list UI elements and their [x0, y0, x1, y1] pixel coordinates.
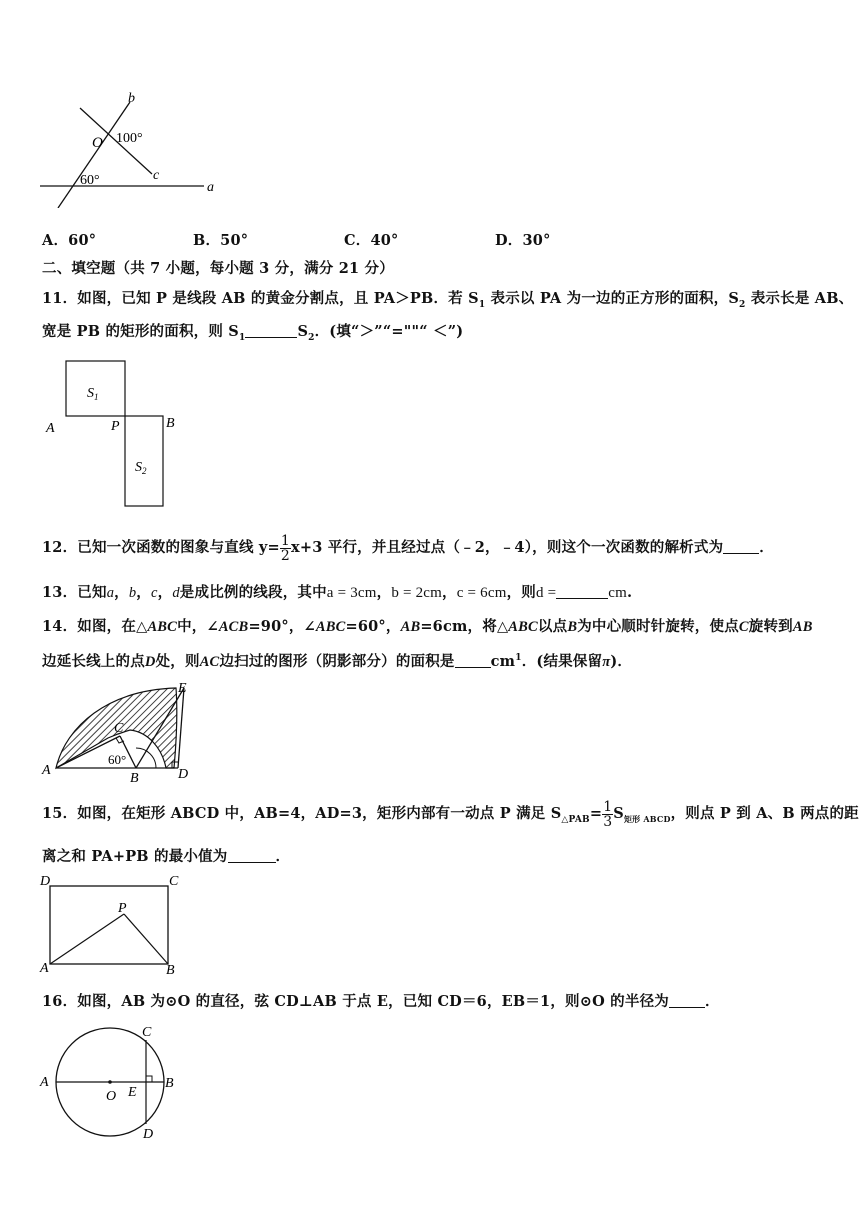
center-dot	[108, 1080, 112, 1084]
label-s2: $S_2$	[135, 460, 147, 476]
q14-line1: 14．如图，在△ABC中，∠ACB=90°，∠ABC=60°，AB=6cm，将△ABC以点B为中心顺时针旋转，使点C旋转到AB	[42, 618, 813, 635]
q16-text: 16．如图，AB 为⊙O 的直径，弦 CD⊥AB 于点 E，已知 CD＝6，EB＝1，则⊙O 的半径为 ．	[42, 993, 720, 1010]
label-p: P	[118, 901, 127, 916]
q16-figure	[36, 1018, 186, 1146]
q11-line2: 宽是 PB 的矩形的面积，则 $S_1$ $S_2$．(填“＞”“=""“ ＜”)	[42, 323, 464, 343]
q13-text: 13．已知a，b，c，d是成比例的线段，其中a = 3cm，b = 2cm，c = 6cm，则d = cm.	[42, 584, 633, 601]
q15-figure	[36, 870, 186, 978]
label-e: E	[128, 1085, 137, 1100]
q15-line2: 离之和 PA+PB 的最小值为 ．	[42, 848, 291, 865]
fraction-half: $\frac{1}{2}$	[280, 532, 291, 564]
label-a: A	[40, 961, 49, 976]
q11-figure	[40, 355, 190, 510]
label-e: E	[178, 681, 187, 696]
q10-figure	[36, 88, 226, 208]
answer-blank[interactable]	[556, 584, 608, 599]
answer-blank[interactable]	[455, 653, 491, 668]
answer-blank[interactable]	[228, 848, 276, 863]
line-b	[58, 102, 130, 208]
label-c: C	[169, 874, 179, 889]
label-b: B	[165, 1076, 174, 1091]
q10-option-c: C．40°	[344, 232, 399, 249]
segment-de	[178, 688, 184, 768]
label-s1: $S_1$	[87, 386, 99, 402]
label-a: a	[207, 180, 214, 195]
angle-arc	[136, 748, 156, 768]
label-a: A	[46, 421, 55, 436]
label-c: C	[114, 721, 124, 736]
q10-option-a: A．60°	[42, 232, 97, 249]
label-p: P	[111, 419, 120, 434]
q14-line2: 边延长线上的点D处，则AC边扫过的图形（阴影部分）的面积是 $cm^1$．(结果保留π)．	[42, 653, 633, 670]
q10-option-b: B．50°	[193, 232, 249, 249]
label-b: B	[166, 416, 175, 431]
section-heading: 二、填空题（共 7 小题，每小题 3 分，满分 21 分）	[42, 260, 394, 277]
label-b: B	[130, 771, 139, 784]
square-s1	[66, 361, 125, 416]
fraction-third: $\frac{1}{3}$	[603, 798, 613, 830]
answer-blank[interactable]	[669, 993, 705, 1008]
q11-line1: 11．如图，已知 P 是线段 AB 的黄金分割点，且 PA＞PB．若 $S_1$ 表示以 PA 为一边的正方形的面积，$S_2$ 表示长是 AB、	[42, 290, 854, 310]
q10-option-d: D．30°	[495, 232, 551, 249]
answer-blank[interactable]	[245, 323, 297, 338]
label-d: D	[40, 874, 51, 889]
label-b: B	[166, 963, 175, 978]
label-a: A	[42, 763, 51, 778]
q14-figure	[38, 676, 198, 784]
q15-line1: 15．如图，在矩形 ABCD 中，AB=4，AD=3，矩形内部有一动点 P 满足 $S_{\triangle PAB}=$ $\frac{1}{3}$ $S_{矩形 ABCD}$，则点 P 到 A、B 两点的距	[42, 798, 859, 830]
right-angle-e	[146, 1076, 152, 1082]
label-c: C	[142, 1025, 152, 1040]
label-o: O	[106, 1089, 117, 1104]
label-angle-60: 60°	[80, 173, 100, 188]
label-angle: 60°	[108, 752, 127, 767]
label-d: D	[143, 1127, 154, 1142]
segment-pa	[50, 914, 124, 964]
label-b: b	[128, 91, 135, 106]
label-c: c	[153, 168, 160, 183]
segment-pb	[124, 914, 168, 964]
label-angle-100: 100°	[116, 131, 143, 146]
rect-s2	[125, 416, 163, 506]
label-a: A	[40, 1075, 49, 1090]
answer-blank[interactable]	[723, 539, 759, 554]
label-o: O	[92, 135, 103, 151]
label-d: D	[178, 767, 189, 782]
q12-text: 12．已知一次函数的图象与直线 y= $\frac{1}{2}$ x+3 平行，并且经过点（﹣2，﹣4），则这个一次函数的解析式为 ．	[42, 532, 774, 564]
